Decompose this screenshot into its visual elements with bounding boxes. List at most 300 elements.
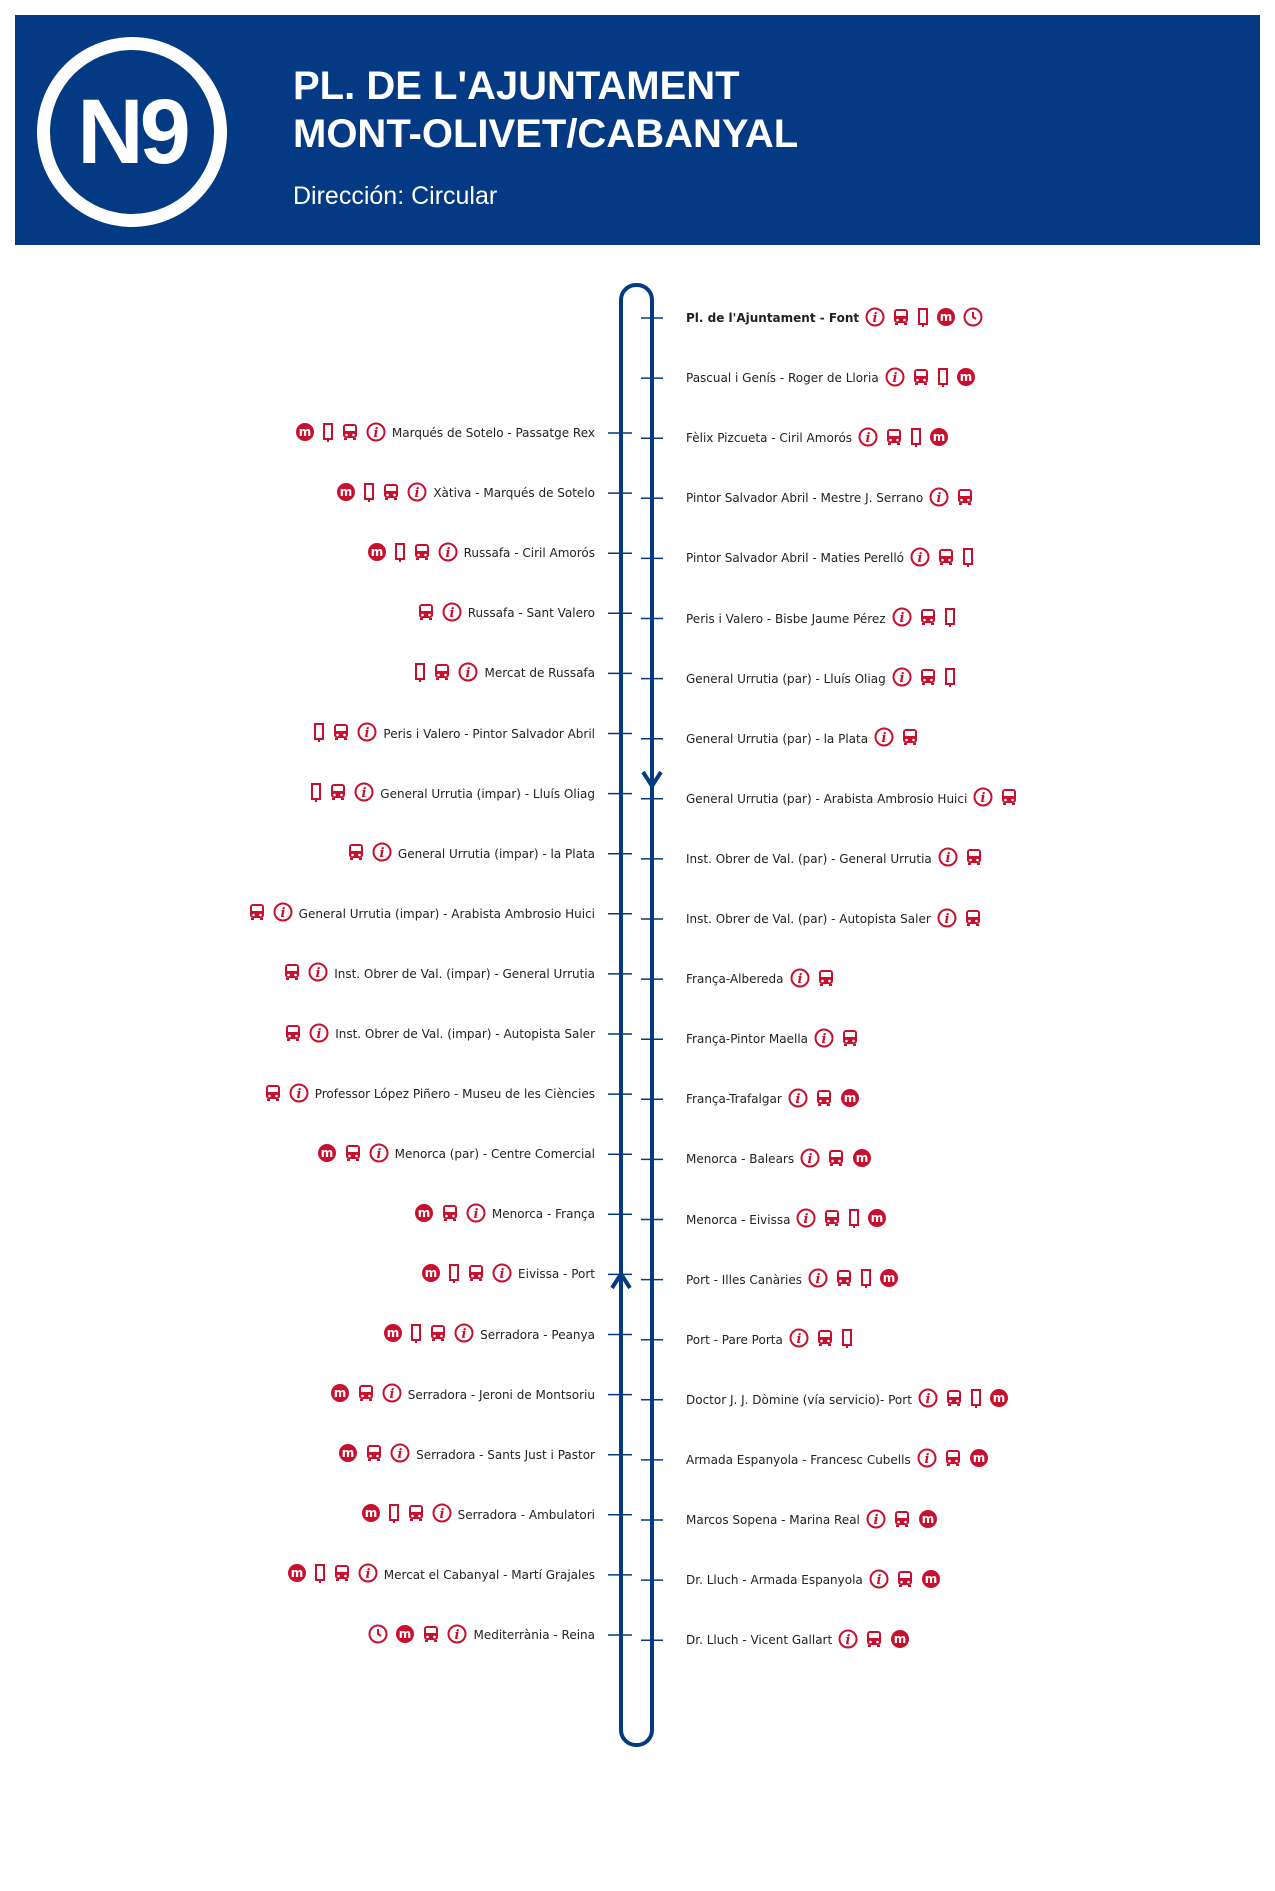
bus-icon (892, 308, 910, 329)
stop-right-13 (686, 1087, 860, 1111)
info-icon (354, 782, 374, 805)
svg-text:i: i (980, 791, 986, 807)
svg-text:i: i (373, 425, 379, 441)
metro-icon (936, 307, 956, 330)
stop-left-9 (283, 962, 595, 986)
stop-right-7 (686, 727, 919, 751)
stop-post-icon (944, 607, 956, 630)
stop-name: Pintor Salvador Abril - Mestre J. Serrano (686, 491, 924, 506)
svg-text:i: i (361, 786, 367, 802)
stop-right-0 (686, 306, 983, 330)
stop-left-8 (248, 902, 595, 926)
stop-post-icon (848, 1208, 860, 1231)
svg-text:i: i (881, 731, 887, 747)
info-icon (438, 542, 458, 565)
svg-text:i: i (876, 1572, 882, 1588)
stop-name: Serradora - Peanya (480, 1327, 595, 1342)
stop-right-16 (686, 1268, 899, 1292)
stop-left-3 (417, 601, 595, 625)
stop-name: Marcos Sopena - Marina Real (686, 1513, 860, 1527)
svg-text:i: i (379, 846, 385, 862)
stop-right-14 (686, 1147, 872, 1171)
stop-name: Russafa - Sant Valero (467, 606, 595, 621)
metro-icon (852, 1148, 872, 1171)
info-icon (447, 1624, 467, 1647)
metro-icon (338, 1443, 358, 1466)
bus-icon (413, 543, 431, 564)
info-icon (308, 962, 328, 985)
stop-post-icon (910, 427, 922, 450)
bus-icon (896, 1570, 914, 1591)
bus-icon (945, 1389, 963, 1410)
bus-icon (827, 1149, 845, 1170)
svg-text:m: m (932, 429, 946, 444)
info-icon (466, 1203, 486, 1226)
stop-icons (796, 1208, 887, 1231)
stop-icons (885, 367, 976, 390)
stop-post-icon (841, 1328, 853, 1351)
info-icon (358, 1563, 378, 1586)
stop-icons (838, 1629, 910, 1652)
metro-icon (414, 1203, 434, 1226)
stop-name: Inst. Obrer de Val. (impar) - Autopista Saler (335, 1027, 595, 1041)
stop-icons (336, 482, 427, 505)
stop-name: Port - Illes Canàries (686, 1272, 802, 1287)
svg-text:m: m (399, 1626, 412, 1641)
stop-name: Serradora - Ambulatori (457, 1507, 595, 1522)
info-icon (885, 367, 905, 390)
bus-icon (357, 1384, 375, 1405)
stop-name: General Urrutia (impar) - la Plata (397, 846, 595, 861)
bus-icon (964, 909, 982, 930)
svg-text:i: i (945, 851, 951, 867)
metro-icon (395, 1624, 415, 1647)
stop-name: Pascual i Genís - Roger de Lloria (686, 371, 879, 386)
svg-text:i: i (865, 430, 871, 446)
stop-name: Peris i Valero - Pintor Salvador Abril (383, 726, 595, 741)
stop-name: Eivissa - Port (518, 1267, 595, 1282)
stop-left-11 (264, 1082, 595, 1106)
svg-text:i: i (455, 1627, 460, 1643)
stop-name: França-Pintor Maella (686, 1032, 809, 1047)
bus-icon (956, 488, 974, 509)
info-icon (917, 1448, 937, 1471)
stop-name: Serradora - Sants Just i Pastor (416, 1447, 595, 1462)
stop-name: Pl. de l'Ajuntament - Font (686, 311, 860, 325)
stop-icons (808, 1268, 899, 1291)
svg-text:i: i (439, 1507, 445, 1523)
stop-name: Menorca (par) - Centre Comercial (394, 1147, 595, 1162)
info-icon (789, 1328, 809, 1351)
bus-icon (823, 1209, 841, 1230)
svg-text:i: i (414, 485, 420, 501)
stop-left-0 (295, 421, 595, 445)
info-icon (814, 1028, 834, 1051)
bus-icon (817, 969, 835, 990)
stop-right-19 (686, 1448, 989, 1472)
stop-right-15 (686, 1208, 887, 1232)
stop-name: Port - Pare Porta (686, 1332, 783, 1347)
svg-text:i: i (797, 971, 802, 987)
stop-name: França-Trafalgar (686, 1092, 782, 1107)
clock-icon (963, 307, 983, 330)
bus-icon (901, 728, 919, 749)
stop-post-icon (937, 367, 949, 390)
bus-icon (816, 1329, 834, 1350)
stop-icons (892, 667, 956, 690)
stop-ticks (608, 318, 663, 1640)
info-icon (800, 1148, 820, 1171)
svg-text:m: m (921, 1511, 935, 1526)
info-icon (788, 1088, 808, 1111)
info-icon (937, 908, 957, 931)
stop-icons (929, 487, 974, 510)
stop-icons (317, 1143, 389, 1166)
bus-icon (248, 903, 266, 924)
stop-right-6 (686, 667, 956, 691)
svg-text:m: m (959, 369, 972, 384)
info-icon (866, 1509, 886, 1532)
info-icon (366, 422, 386, 445)
stop-post-icon (388, 1503, 400, 1526)
svg-text:i: i (473, 1206, 479, 1222)
stop-icons (789, 1328, 853, 1351)
svg-text:m: m (939, 309, 953, 324)
metro-icon (918, 1509, 938, 1532)
stop-right-22 (686, 1628, 910, 1652)
svg-text:i: i (873, 1512, 879, 1528)
info-icon (892, 667, 912, 690)
svg-text:i: i (821, 1031, 827, 1047)
stop-post-icon (363, 482, 375, 505)
stop-right-3 (686, 486, 974, 510)
svg-text:m: m (298, 424, 312, 439)
stop-left-6 (310, 782, 595, 806)
info-icon (808, 1268, 828, 1291)
svg-text:i: i (364, 726, 370, 741)
stop-left-2 (367, 541, 595, 565)
svg-text:i: i (795, 1091, 801, 1107)
svg-text:i: i (365, 1567, 371, 1583)
stop-post-icon (414, 662, 426, 685)
route-title-line1: PL. DE L'AJUNTAMENT (293, 64, 740, 108)
stop-name: General Urrutia (par) - la Plata (686, 731, 869, 746)
svg-text:m: m (924, 1571, 938, 1586)
stop-icons (865, 307, 983, 330)
svg-text:i: i (845, 1632, 851, 1648)
stop-icons (313, 722, 377, 745)
svg-text:m: m (340, 484, 353, 499)
info-icon (382, 1383, 402, 1406)
stop-icons (910, 547, 974, 570)
stop-name: Menorca - Eivissa (686, 1212, 791, 1227)
stop-name: Doctor J. J. Dòmine (vía servicio)- Port (686, 1392, 912, 1407)
bus-icon (382, 483, 400, 504)
bus-icon (937, 548, 955, 569)
bus-icon (841, 1029, 859, 1050)
svg-text:i: i (376, 1146, 382, 1162)
stop-right-17 (686, 1328, 853, 1352)
info-icon (390, 1443, 410, 1466)
info-icon (910, 547, 930, 570)
info-icon (865, 307, 885, 330)
stop-name: Marqués de Sotelo - Passatge Rex (391, 426, 595, 440)
stop-left-7 (347, 842, 595, 866)
stop-name: Inst. Obrer de Val. (impar) - General Urrutia (334, 966, 595, 981)
svg-text:i: i (397, 1447, 403, 1463)
stop-name: General Urrutia (par) - Lluís Oliag (686, 671, 886, 686)
stop-right-4 (686, 546, 974, 570)
bus-icon (344, 1144, 362, 1165)
bus-icon (912, 368, 930, 389)
bus-icon (283, 963, 301, 984)
stop-icons (788, 1088, 860, 1111)
stop-icons (248, 902, 293, 925)
stop-icons (790, 968, 835, 991)
bus-icon (341, 423, 359, 444)
info-icon (369, 1143, 389, 1166)
stop-name: Mediterrània - Reina (473, 1628, 595, 1642)
svg-text:i: i (944, 911, 950, 927)
info-icon (973, 787, 993, 810)
metro-icon (295, 422, 315, 445)
stop-right-2 (686, 426, 949, 450)
bus-icon (1000, 788, 1018, 809)
svg-text:i: i (796, 1332, 802, 1348)
bus-icon (365, 1444, 383, 1465)
stop-left-20 (368, 1623, 595, 1647)
info-icon (938, 847, 958, 870)
bus-icon (284, 1024, 302, 1045)
svg-text:i: i (872, 310, 878, 326)
svg-text:i: i (449, 605, 455, 621)
bus-icon (919, 608, 937, 629)
stop-icons (330, 1383, 402, 1406)
svg-text:i: i (316, 1026, 322, 1042)
svg-text:i: i (499, 1266, 505, 1282)
bus-icon (835, 1269, 853, 1290)
stop-post-icon (314, 1563, 326, 1586)
stop-icons (800, 1148, 872, 1171)
stop-icons (338, 1443, 410, 1466)
stop-icons (287, 1563, 378, 1586)
stop-name: Dr. Lluch - Armada Espanyola (686, 1573, 863, 1588)
bus-icon (433, 663, 451, 684)
stop-name: Peris i Valero - Bisbe Jaume Pérez (686, 611, 886, 626)
svg-text:m: m (386, 1326, 400, 1340)
metro-icon (421, 1263, 441, 1286)
svg-text:m: m (370, 544, 383, 559)
stop-name: Inst. Obrer de Val. (par) - Autopista Saler (686, 912, 931, 926)
svg-text:i: i (892, 370, 898, 386)
stop-name: Dr. Lluch - Vicent Gallart (686, 1633, 833, 1648)
svg-text:i: i (804, 1212, 809, 1227)
stop-right-5 (686, 607, 956, 631)
info-icon (458, 662, 478, 685)
info-icon (273, 902, 293, 925)
svg-text:i: i (461, 1327, 467, 1342)
route-title-line2: MONT-OLIVET/CABANYAL (293, 112, 799, 156)
stop-name: Armada Espanyola - Francesc Cubells (686, 1452, 911, 1467)
info-icon (454, 1323, 474, 1346)
stop-name: Pintor Salvador Abril - Maties Perelló (686, 551, 905, 566)
metro-icon (989, 1388, 1009, 1411)
bus-icon (332, 723, 350, 744)
stop-name: Menorca - França (491, 1207, 595, 1222)
stop-left-15 (383, 1323, 595, 1347)
info-icon (892, 607, 912, 630)
stop-right-10 (686, 907, 982, 931)
info-icon (918, 1388, 938, 1411)
stop-right-9 (686, 847, 983, 871)
stop-icons (383, 1323, 474, 1346)
stop-icons (918, 1388, 1009, 1411)
stop-icons (937, 908, 982, 931)
stop-left-10 (284, 1022, 595, 1046)
stop-left-5 (313, 722, 595, 746)
route-direction: Dirección: Circular (293, 182, 498, 210)
stop-name: Xàtiva - Marqués de Sotelo (433, 486, 595, 501)
metro-icon (336, 482, 356, 505)
stop-post-icon (310, 782, 322, 805)
stop-post-icon (448, 1263, 460, 1286)
bus-icon (407, 1504, 425, 1525)
stop-icons (858, 427, 949, 450)
svg-text:i: i (917, 550, 923, 566)
svg-text:i: i (807, 1151, 813, 1167)
svg-text:m: m (882, 1271, 896, 1286)
metro-icon (921, 1569, 941, 1592)
info-icon (492, 1263, 512, 1286)
stop-name: Professor López Piñero - Museu de les Ciències (314, 1087, 595, 1102)
stop-name: General Urrutia (impar) - Arabista Ambrosio Huici (298, 906, 595, 921)
stop-post-icon (313, 722, 325, 745)
stop-icons (917, 1448, 989, 1471)
stop-post-icon (410, 1323, 422, 1346)
stop-post-icon (394, 542, 406, 565)
stop-left-14 (421, 1262, 595, 1286)
bus-icon (865, 1630, 883, 1651)
bus-icon (347, 843, 365, 864)
svg-text:m: m (893, 1631, 907, 1646)
route-loop (621, 285, 652, 1745)
svg-text:m: m (871, 1211, 884, 1225)
metro-icon (840, 1088, 860, 1111)
stop-icons (414, 1203, 486, 1226)
stop-name: Mercat de Russafa (484, 666, 595, 681)
clock-icon (368, 1624, 388, 1647)
stop-icons (866, 1509, 938, 1532)
svg-text:m: m (855, 1150, 869, 1165)
stop-icons (284, 1023, 329, 1046)
stop-right-20 (686, 1508, 938, 1532)
metro-icon (879, 1268, 899, 1291)
stop-icons (295, 422, 386, 445)
metro-icon (867, 1208, 887, 1231)
stop-icons (264, 1083, 309, 1106)
stop-right-12 (686, 1027, 859, 1051)
stop-right-8 (686, 787, 1018, 811)
stop-name: General Urrutia (impar) - Lluís Oliag (380, 786, 595, 801)
stop-left-16 (330, 1383, 595, 1407)
svg-text:m: m (320, 1145, 333, 1160)
metro-icon (367, 542, 387, 565)
stop-name: Serradora - Jeroni de Montsoriu (407, 1387, 595, 1402)
info-icon (838, 1629, 858, 1652)
bus-icon (441, 1204, 459, 1225)
stop-left-13 (414, 1202, 595, 1226)
stop-left-17 (338, 1443, 595, 1467)
stop-name: Fèlix Pizcueta - Ciril Amorós (686, 431, 853, 446)
route-number: N9 (77, 81, 187, 183)
bus-icon (417, 603, 435, 624)
stop-post-icon (970, 1388, 982, 1411)
metro-icon (317, 1143, 337, 1166)
stop-icons (417, 602, 462, 625)
stop-icons (874, 727, 919, 750)
stop-left-18 (361, 1503, 595, 1527)
info-icon (796, 1208, 816, 1231)
svg-text:i: i (315, 966, 321, 982)
svg-text:m: m (364, 1506, 377, 1521)
stop-name: Mercat el Cabanyal - Martí Grajales (383, 1567, 595, 1582)
stop-icons (814, 1028, 859, 1051)
bus-icon (885, 428, 903, 449)
stop-icons (421, 1263, 512, 1286)
stop-icons (310, 782, 374, 805)
info-icon (869, 1569, 889, 1592)
svg-text:m: m (341, 1446, 355, 1461)
info-icon (309, 1023, 329, 1046)
svg-text:m: m (290, 1566, 304, 1581)
svg-text:i: i (389, 1387, 395, 1403)
stop-icons (367, 542, 458, 565)
bus-icon (919, 668, 937, 689)
info-icon (874, 727, 894, 750)
svg-text:i: i (925, 1392, 931, 1408)
info-icon (372, 842, 392, 865)
info-icon (790, 968, 810, 991)
stop-post-icon (860, 1268, 872, 1291)
svg-text:m: m (972, 1451, 985, 1466)
svg-text:i: i (815, 1272, 821, 1288)
info-icon (929, 487, 949, 510)
bus-icon (333, 1564, 351, 1585)
stop-post-icon (944, 667, 956, 690)
bus-icon (893, 1510, 911, 1531)
stop-icons (347, 842, 392, 865)
stop-icons (973, 787, 1018, 810)
svg-text:i: i (899, 611, 905, 626)
bus-icon (329, 783, 347, 804)
stop-icons (368, 1624, 467, 1647)
stop-icons (414, 662, 478, 685)
stop-right-18 (686, 1388, 1009, 1412)
info-icon (289, 1083, 309, 1106)
svg-text:m: m (843, 1090, 857, 1105)
stop-left-12 (317, 1142, 595, 1166)
info-icon (357, 722, 377, 745)
stop-name: Inst. Obrer de Val. (par) - General Urrutia (686, 851, 932, 866)
bus-icon (264, 1084, 282, 1105)
stop-right-21 (686, 1568, 941, 1592)
stop-name: Russafa - Ciril Amorós (463, 546, 595, 561)
stop-icons (283, 962, 328, 985)
svg-text:i: i (445, 545, 451, 561)
svg-text:m: m (417, 1205, 431, 1220)
metro-icon (969, 1448, 989, 1471)
svg-text:i: i (924, 1452, 930, 1468)
